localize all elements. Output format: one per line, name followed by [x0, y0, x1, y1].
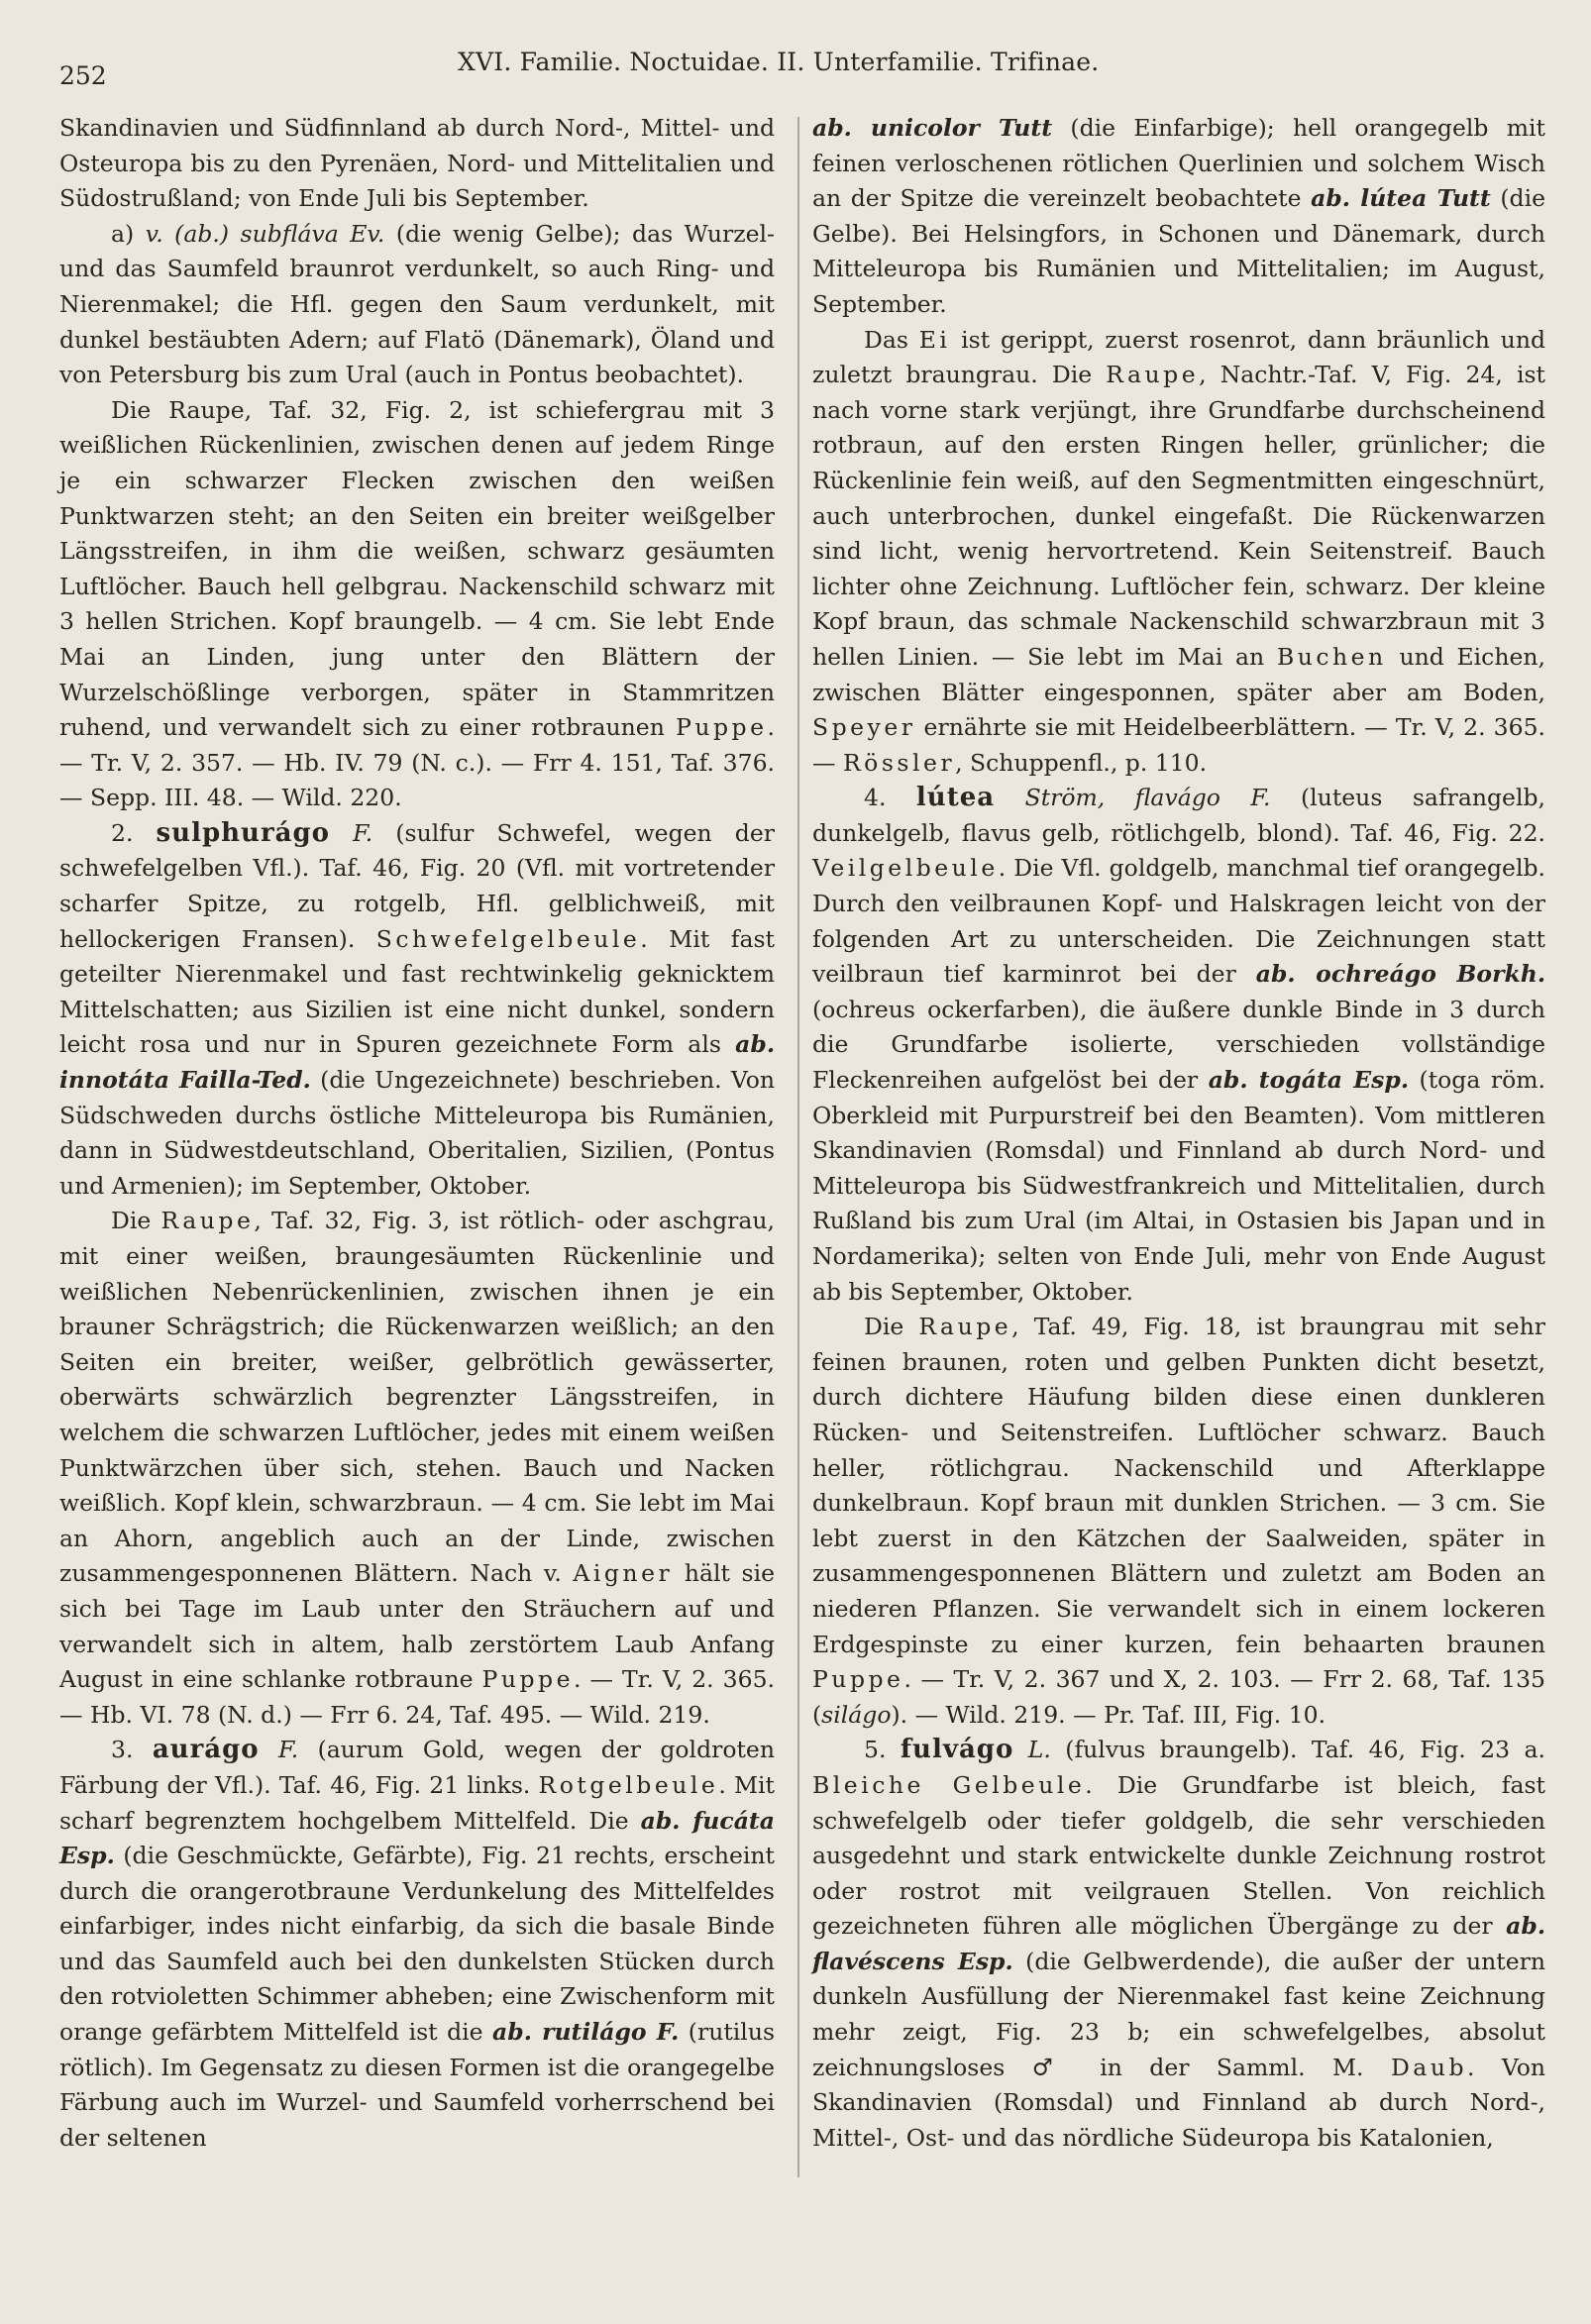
text-run: Die — [864, 1313, 919, 1341]
common-name: Rotgelbeule — [538, 1770, 719, 1799]
text-run: , Taf. 32, Fig. 3, ist rötlich- oder aschgrau, mit einer weißen, braungesäumten Rückenlinie und weißlichen Nebenrückenlinien, zwischen ihnen je ein brauner Schrägstrich; die Rückenwarzen weißlich; an den Seiten ein breiter, weißer, gelbrötlich gewässerter, oberwärts schwärzlich begrenzter Längsstreifen, in welchem die schwarzen Luftlöcher, jedes mit einem weißen Punktwärzchen über sich, stehen. Bauch und Nacken weißlich. Kopf klein, schwarzbraun. — 4 cm. Sie lebt im Mai an Ahorn, angeblich auch an der Linde, zwischen zusammengesponnenen Blättern. Nach v. — [59, 1207, 775, 1588]
species-entry — [812, 1733, 1545, 2156]
spaced-term: Daub — [1390, 2053, 1467, 2081]
species-entry — [59, 816, 775, 1205]
column-divider — [797, 117, 799, 2177]
spaced-term: Puppe — [481, 1665, 574, 1694]
spaced-term: Aigner — [573, 1559, 674, 1588]
spaced-term: Raupe — [1106, 361, 1200, 389]
text-run: (rutilus rötlich). Im Gegensatz zu diesen Formen ist die orangegelbe Färbung auch im Wurzel- und Saumfeld vorherrschend bei der seltenen — [59, 2018, 776, 2152]
author: Ström, flavágo F. — [995, 784, 1271, 812]
text-run: . Mit fast geteilter Nierenmakel und fast rechtwinkelig geknicktem Mittelschatten; aus Sizilien ist eine nicht dunkel, sondern leicht rosa und nur in Spuren gezeichnete Form als — [59, 924, 775, 1059]
text-run: (sulfur Schwefel, wegen der schwefelgelben Vfl.). Taf. 46, Fig. 20 (Vfl. mit vortretender scharfer Spitze, zu rotgelb, Hfl. gelblichweiß, mit hellockerigen Fransen). — [59, 818, 775, 953]
text-run: (die wenig Gelbe); das Wurzel- und das Saumfeld braunrot verdunkelt, so auch Ring- und Nierenmakel; die Hfl. gegen den Saum verdunkelt, mit dunkel bestäubten Adern; auf Flatö (Dänemark), Öland und von Petersburg bis zum Ural (auch in Pontus beobachtet). — [59, 219, 775, 389]
text-run: . Von Skandinavien (Romsdal) und Finnland ab durch Nord-, Mittel-, Ost- und das nördliche Südeuropa bis Katalonien, — [812, 2053, 1545, 2152]
species-name: sulphurágo — [156, 817, 331, 848]
text-run: . — Tr. V, 2. 357. — Hb. IV. 79 (N. c.). — Frr 4. 151, Taf. 376. — Sepp. III. 48. — Wild. 220. — [59, 713, 775, 812]
entry-number: 4. — [864, 784, 916, 812]
common-name: Veilgelbeule — [812, 854, 999, 883]
common-name: Schwefelgelbeule — [375, 924, 641, 953]
species-name: aurágo — [152, 1735, 260, 1765]
spaced-term: Speyer — [812, 713, 916, 742]
text-run: (toga röm. Oberkleid mit Purpurstreif bei den Beamten). Vom mittleren Skandinavien (Romsdal) und Finnland ab durch Nord- und Mitteleuropa bis Südwestfrankreich und Mittelitalien, durch Rußland bis zum Ural (im Altai, in Ostasien bis Japan und in Nordamerika); selten von Ende Juli, mehr von Ende August ab bis September, Oktober. — [812, 1066, 1545, 1306]
text-run: Skandinavien und Südfinnland ab durch Nord-, Mittel- und Osteuropa bis zu den Pyrenäen, Nord- und Mittelitalien und Südostrußland; von Ende Juli bis September. — [59, 114, 775, 213]
entry-number: 3. — [111, 1736, 153, 1764]
spaced-term: Buchen — [1276, 642, 1387, 671]
text-run: hält sie sich bei Tage im Laub unter den Sträuchern auf und verwandelt sich in altem, halb zerstörtem Laub Anfang August in eine schlanke rotbraune — [59, 1559, 776, 1694]
text-run: ernährte sie mit Heidelbeerblättern. — Tr. V, 2. 365. — — [812, 713, 1545, 777]
author: F. — [330, 818, 373, 847]
species-entry — [59, 1733, 775, 2156]
text-run: . — Tr. V, 2. 365. — Hb. VI. 78 (N. d.) — Frr 6. 24, Taf. 495. — Wild. 219. — [59, 1665, 775, 1729]
text-run: und Eichen, zwischen Blätter eingesponnen, später aber am Boden, — [812, 642, 1545, 706]
right-column — [812, 111, 1545, 2156]
text-run: , Nachtr.-Taf. V, Fig. 24, ist nach vorne stark verjüngt, ihre Grundfarbe durchscheinend rotbraun, auf den ersten Ringen heller, grünlicher; die Rückenlinie fein weiß, auf den Segmentmitten eingeschnürt, auch unterbrochen, dunkel eingefaßt. Die Rückenwarzen sind licht, wenig hervortretend. Kein Seitenstreif. Bauch lichter ohne Zeichnung. Luftlöcher fein, schwarz. Der kleine Kopf braun, das schmale Nackenschild schwarzbraun mit 3 hellen Linien. — Sie lebt im Mai an — [812, 361, 1545, 671]
taxon-name: v. (ab.) subfláva Ev. — [145, 219, 385, 248]
text-run: Die — [111, 1207, 161, 1235]
left-column — [59, 111, 775, 2156]
spaced-term: Raupe — [160, 1207, 255, 1235]
page-number: 252 — [59, 61, 107, 90]
text-run: , Taf. 49, Fig. 18, ist braungrau mit sehr feinen braunen, roten und gelben Punkten dicht besetzt, durch dichtere Häufung bilden diese einen dunkleren Rücken- und Seitenstreifen. Luftlöcher schwarz. Bauch heller, rötlichgrau. Nackenschild und Afterklappe dunkelbraun. Kopf braun mit dunklen Strichen. — 3 cm. Sie lebt zuerst in den Kätzchen der Saalweiden, später in zusammengesponnenen Blättern und zuletzt am Boden an niederen Pflanzen. Sie verwandelt sich in einem lockeren Erdgespinste zu einer kurzen, fein behaarten braunen — [812, 1313, 1545, 1658]
text-run: (fulvus braungelb). Taf. 46, Fig. 23 a. — [1050, 1736, 1545, 1764]
text-run: (die Ungezeichnete) beschrieben. Von Südschweden durchs östliche Mitteleuropa bis Rumänien, dann in Südwestdeutschland, Oberitalien, Sizilien, (Pontus und Armenien); im September, Oktober. — [59, 1066, 775, 1200]
author: F. — [259, 1736, 299, 1764]
paragraph — [59, 1204, 775, 1733]
text-run: , Schuppenfl., p. 110. — [955, 748, 1208, 777]
spaced-term: Ei — [918, 325, 951, 354]
text-run: (ochreus ockerfarben), die äußere dunkle Binde in 3 durch die Grundfarbe isolierte, verschieden vollständige Fleckenreihen aufgelöst bei der — [812, 995, 1545, 1095]
text-run: . Die Vfl. goldgelb, manchmal tief orangegelb. Durch den veilbraunen Kopf- und Halskragen leicht von der folgenden Art zu unterscheiden. Die Zeichnungen statt veilbraun tief karminrot bei der — [812, 854, 1545, 989]
text-run: . — Tr. V, 2. 367 und X, 2. 103. — Frr 2. 68, Taf. 135 ( — [812, 1665, 1545, 1729]
paragraph — [59, 111, 775, 217]
spaced-term: Puppe — [812, 1665, 904, 1694]
entry-number: 5. — [864, 1736, 901, 1764]
species-name: lútea — [915, 783, 996, 813]
spaced-term: Puppe — [676, 713, 768, 742]
text-run: ). — Wild. 219. — Pr. Taf. III, Fig. 10. — [891, 1700, 1326, 1729]
text-run: (die Gelbe). Bei Helsingfors, in Schonen und Dänemark, durch Mitteleuropa bis Rumänien und Mittelitalien; im August, September. — [812, 184, 1545, 318]
spaced-term: Raupe — [918, 1313, 1012, 1341]
text-run: (die Geschmückte, Gefärbte), Fig. 21 rechts, erscheint durch die orangerotbraune Verdunkelung des Mittelfeldes einfarbiger, indes nicht einfarbig, da sich die basale Binde und das Saumfeld auch bei den dunkelsten Stücken durch den rotvioletten Schimmer abheben; eine Zwischenform mit orange gefärbtem Mittelfeld ist die — [59, 1842, 775, 2047]
text-run: ist gerippt, zuerst rosenrot, dann bräunlich und zuletzt braungrau. Die — [812, 325, 1545, 389]
taxon-name: ab. flavéscens Esp. — [812, 1912, 1545, 1975]
paragraph — [812, 111, 1545, 323]
text-run: Das — [864, 325, 919, 354]
text-run: . Mit scharf begrenztem hochgelbem Mittelfeld. Die — [59, 1770, 775, 1835]
common-name: Bleiche Gelbeule — [812, 1770, 1086, 1799]
paragraph — [812, 1310, 1545, 1733]
taxon-name: ab. fucáta Esp. — [59, 1806, 776, 1870]
taxon-name: ab. lútea Tutt — [1311, 184, 1491, 213]
running-title: XVI. Familie. Noctuidae. II. Unterfamilie. Trifinae. — [458, 48, 1100, 76]
text-run: (aurum Gold, wegen der goldroten Färbung der Vfl.). Taf. 46, Fig. 21 links. — [59, 1736, 775, 1799]
paragraph — [812, 323, 1545, 782]
taxon-name: ab. ochreágo Borkh. — [1255, 960, 1545, 989]
text-run: Die Raupe, Taf. 32, Fig. 2, ist schiefergrau mit 3 weißlichen Rückenlinien, zwischen denen auf jedem Ringe je ein schwarzer Flecken zwischen den weißen Punktwarzen steht; an den Seiten ein breiter weißgelber Längsstreifen, in ihm die weißen, schwarz gesäumten Luftlöcher. Bauch hell gelbgrau. Nackenschild schwarz mit 3 hellen Strichen. Kopf braungelb. — 4 cm. Sie lebt Ende Mai an Linden, jung unter den Blättern der Wurzelschößlinge verborgen, später in Stammritzen ruhend, und verwandelt sich zu einer rotbraunen — [59, 395, 775, 742]
text-run: (die Gelbwerdende), die außer der untern dunkeln Ausfüllung der Nierenmakel fast keine Zeichnung mehr zeigt, Fig. 23 b; ein schwefelgelbes, absolut zeichnungsloses ♂ in der Samml. M. — [812, 1947, 1546, 2081]
taxon-name: ab. unicolor Tutt — [812, 114, 1053, 142]
text-run: (luteus safrangelb, dunkelgelb, flavus gelb, rötlichgelb, blond). Taf. 46, Fig. 22. — [812, 784, 1545, 847]
text-run: a) — [111, 219, 146, 248]
taxon-name: ab. innotáta Failla-Ted. — [59, 1030, 775, 1095]
taxon-name: ab. rutilágo F. — [492, 2018, 680, 2047]
paragraph — [59, 393, 775, 816]
paragraph — [59, 217, 775, 393]
taxon-name: silágo — [821, 1700, 892, 1729]
entry-number: 2. — [111, 818, 157, 847]
spaced-term: Rössler — [842, 748, 956, 777]
species-entry — [812, 781, 1545, 1310]
taxon-name: ab. togáta Esp. — [1208, 1066, 1410, 1095]
species-name: fulvágo — [900, 1735, 1014, 1765]
page-header — [59, 48, 1149, 90]
author: L. — [1013, 1736, 1051, 1764]
text-run: . Die Grundfarbe ist bleich, fast schwefelgelb oder tiefer goldgelb, die sehr verschieden ausgedehnt und stark entwickelte dunkle Zeichnung rostrot oder rostrot mit veilgrauen Stellen. Von reichlich gezeichneten führen alle möglichen Übergänge zu der — [812, 1770, 1545, 1941]
text-run: (die Einfarbige); hell orangegelb mit feinen verloschenen rötlichen Querlinien und solchem Wisch an der Spitze die vereinzelt beobachtete — [812, 114, 1545, 213]
